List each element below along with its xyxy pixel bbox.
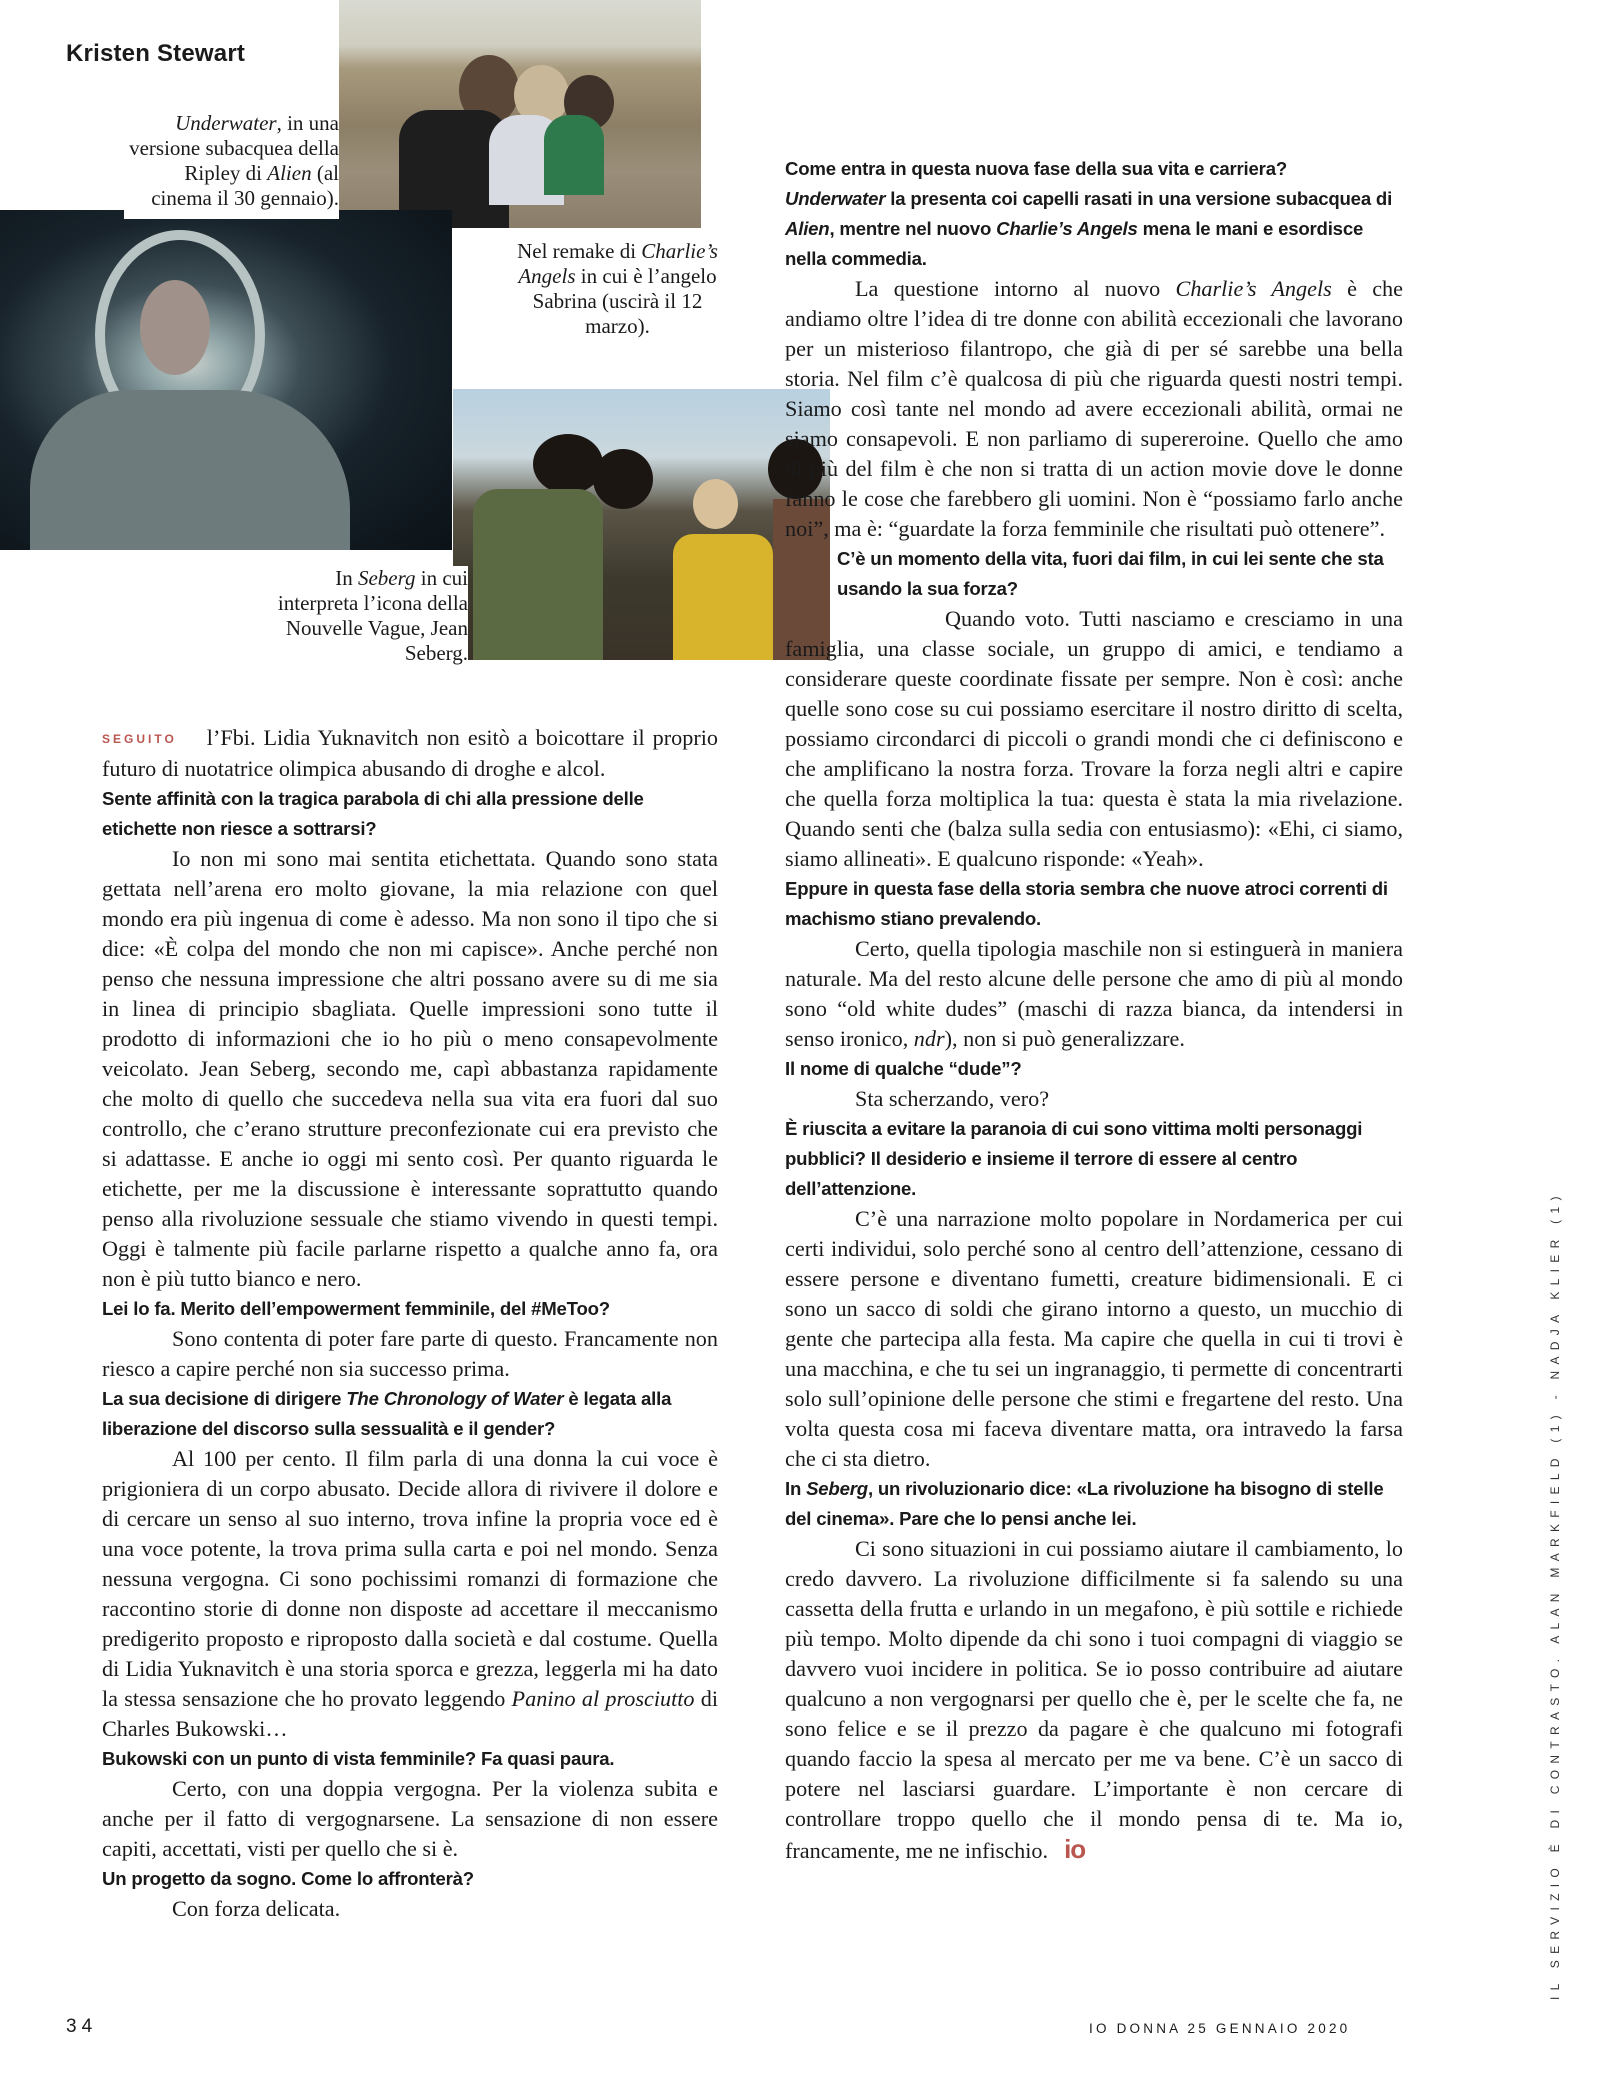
question-italic: The Chronology of Water <box>346 1388 564 1409</box>
caption-text: in cui è l’angelo Sabrina (uscirà il 12 marzo). <box>532 264 717 338</box>
interview-answer <box>102 1444 718 1744</box>
answer-text: Ci sono situazioni in cui possiamo aiutare il cambiamento, lo credo davvero. La rivoluzione difficilmente si fa salendo su una cassetta della frutta e urlando in un megafono, è più sottile e richiede più tempo. Molto dipende da chi sono i tuoi compagni di viaggio se davvero vuoi incidere in politica. Se io posso contribuire ad aiutare qualcuno a non vergognarsi per quello che è, per le scelte che fa, ne sono felice e se il prezzo da pagare è che qualcuno mi fotografi quando faccio la spesa al mercato per me va bene. C’è un sacco di potere nel lasciarsi guardare. L’importante è non cercare di controllare troppo quello che il mondo pensa di te. Ma io, francamente, me ne infischio. <box>785 1536 1403 1863</box>
caption-italic: Alien <box>267 161 312 185</box>
answer-text: ), non si può generalizzare. <box>944 1026 1185 1051</box>
figure-head <box>593 449 653 509</box>
figure-head <box>533 434 603 494</box>
answer-italic: Panino al prosciutto <box>511 1686 695 1711</box>
caption-italic: Charlie’s Angels <box>518 239 718 288</box>
interview-answer: Sta scherzando, vero? <box>855 1086 1050 1111</box>
running-head: Kristen Stewart <box>66 40 246 67</box>
caption-italic: Underwater <box>175 111 277 135</box>
interview-question: Come entra in questa nuova fase della sua vita e carriera? <box>785 158 1287 179</box>
seberg-photo <box>453 389 830 660</box>
question-text: La sua decisione di dirigere <box>102 1388 347 1409</box>
charlies-angels-photo <box>339 0 701 228</box>
interview-question: Bukowski con un punto di vista femminile? Fa quasi paura. <box>102 1748 615 1769</box>
answer-text: Al 100 per cento. Il film parla di una donna la cui voce è prigioniera di un corpo abusato. Decide allora di rivivere il dolore e di cercare un senso al suo interno, trova infine la propria voce ed è una voce potente, la trova prima sulla carta e poi nel mondo. Senza nessuna vergogna. Ci sono pochissimi romanzi di formazione che raccontino storie di donne non disposte ad accettare il meccanismo predigerito proposto e riproposto dalla società e dal costume. Quella di Lidia Yuknavitch è una storia sporca e grezza, leggerla mi ha dato la stessa sensazione che ho provato leggendo <box>102 1446 718 1711</box>
paragraph-text: l’Fbi. Lidia Yuknavitch non esitò a boicottare il proprio futuro di nuotatrice olimpica abusando di droghe e alcol. <box>102 725 718 781</box>
article-column-left <box>102 723 718 1924</box>
caption-underwater <box>124 107 339 219</box>
interview-answer <box>785 1534 1403 1866</box>
interview-question <box>785 1474 1403 1534</box>
figure-body <box>544 115 604 195</box>
question-italic: Alien <box>785 218 830 239</box>
answer-italic: Charlie’s Angels <box>1175 276 1332 301</box>
caption-seberg <box>270 566 468 666</box>
interview-answer <box>785 934 1403 1054</box>
yellow-dress <box>673 534 773 660</box>
question-text: la presenta coi capelli rasati in una versione subacquea di <box>885 188 1393 209</box>
interview-question: Lei lo fa. Merito dell’empowerment femminile, del #MeToo? <box>102 1298 610 1319</box>
interview-question: Sente affinità con la tragica parabola di chi alla pressione delle etichette non riesce a sottrarsi? <box>102 788 644 839</box>
paragraph <box>102 723 718 784</box>
interview-question: C’è un momento della vita, fuori dai film, in cui lei sente che sta usando la sua forza? <box>837 548 1384 599</box>
answer-text: è che andiamo oltre l’idea di tre donne con abilità eccezionali che lavorano per un misterioso filantropo, che già di per sé sarebbe una bella storia. Nel film c’è qualcosa di più che riguarda questi nostri tempi. Siamo così tante nel mondo ad avere eccezionali abilità, ormai ne siamo consapevoli. E non parliamo di supereroine. Quello che amo di più del film è che non si tratta di un action movie dove le donne fanno le cose che farebbero gli uomini. Non è “possiamo farlo anche noi”, ma è: “guardate la forza femminile che risultati può ottenere”. <box>785 276 1404 541</box>
face <box>140 280 210 375</box>
article-column-right <box>785 154 1403 1866</box>
question-text: In <box>785 1478 807 1499</box>
caption-text: (al cinema il 30 gennaio). <box>151 161 339 210</box>
photo-credit: IL SERVIZIO È DI CONTRASTO. ALAN MARKFIELD (1) - NADJA KLIER (1) <box>1548 1190 1562 2000</box>
caption-text: in cui interpreta l’icona della Nouvelle Vague, Jean Seberg. <box>277 566 468 665</box>
interview-answer: C’è una narrazione molto popolare in Nordamerica per cui certi individui, solo perché sono al centro dell’attenzione, cessano di essere persone e diventano fumetti, creature bidimensionali. E ci sono un sacco di soldi che girano intorno a questo, un mucchio di gente che partecipa alla festa. Ma capire che quella in cui ti trovi è una macchina, e che tu sei un ingranaggio, ti permette di concentrarti solo sull’opinione delle persone che stimi e fregartene del resto. Una volta questa cosa mi faceva diventare matta, ora intravedo la farsa che ci sta dietro. <box>785 1206 1403 1471</box>
magazine-issue-line: IO DONNA 25 GENNAIO 2020 <box>1089 2021 1351 2036</box>
end-mark-logo: io <box>1064 1834 1086 1864</box>
caption-charlies-angels <box>510 239 725 339</box>
interview-answer: Io non mi sono mai sentita etichettata. Quando sono stata gettata nell’arena ero molto giovane, la mia relazione con quel mondo era più ingenua di come è adesso. Ma non sono il tipo che si dice: «È colpa del mondo che non mi capisce». Anche perché non penso che nessuna impressione che altri possano avere su di me sia in linea di principio sbagliata. Quelle impressioni sono tutte il prodotto di informazioni che io ho più o meno consapevolmente veicolato. Jean Seberg, secondo me, capì abbastanza rapidamente che molto di quello che succedeva nella sua vita era fuori dal suo controllo, che c’erano strutture preconfezionate cui era previsto che si adattasse. E anche io oggi mi sento così. Per quanto riguarda le etichette, per me la discussione è interessante soprattutto quando penso alla rivoluzione sessuale che stiamo vivendo in questi tempi. Oggi è talmente più facile parlarne rispetto a qualche anno fa, ora non è più tutto bianco e nero. <box>102 846 718 1291</box>
figure-head <box>693 479 738 529</box>
interview-question: Eppure in questa fase della storia sembra che nuove atroci correnti di machismo stiano prevalendo. <box>785 878 1388 929</box>
answer-text: La questione intorno al nuovo <box>855 276 1176 301</box>
page-number: 34 <box>66 2016 98 2037</box>
answer-text: di Charles Bukowski… <box>102 1686 718 1741</box>
continued-label: SEGUITO <box>102 732 177 746</box>
interview-answer: Certo, con una doppia vergogna. Per la violenza subita e anche per il fatto di vergognarsene. La sensazione di non essere capiti, accettati, visti per quello che si è. <box>102 1776 718 1861</box>
interview-question <box>785 184 1403 274</box>
question-text: mena le mani e esordisce nella commedia. <box>785 218 1364 269</box>
question-italic: Charlie’s Angels <box>996 218 1138 239</box>
caption-text: , in una versione subacquea della Ripley di <box>129 111 339 185</box>
interview-answer: Con forza delicata. <box>172 1896 341 1921</box>
question-italic: Underwater <box>785 188 886 209</box>
interview-question: È riuscita a evitare la paranoia di cui sono vittima molti personaggi pubblici? Il desiderio e insieme il terrore di essere al centro dell’attenzione. <box>785 1118 1363 1199</box>
interview-question <box>102 1384 718 1444</box>
question-text: , mentre nel nuovo <box>829 218 997 239</box>
caption-italic: Seberg <box>357 566 416 590</box>
answer-text: Certo, quella tipologia maschile non si estinguerà in maniera naturale. Ma del resto alcune delle persone che amo di più al mondo sono “old white dudes” (maschi di razza bianca, da intendersi in senso ironico, <box>785 936 1403 1051</box>
interview-question: Un progetto da sogno. Come lo affronterà? <box>102 1868 474 1889</box>
underwater-photo <box>0 210 452 550</box>
caption-text: In <box>335 566 358 590</box>
interview-answer <box>785 274 1403 544</box>
interview-question: Il nome di qualche “dude”? <box>785 1058 1022 1079</box>
suit <box>30 390 350 550</box>
question-text: è legata alla liberazione del discorso sulla sessualità e il gender? <box>102 1388 672 1439</box>
interview-answer: Quando voto. Tutti nasciamo e cresciamo in una famiglia, una classe sociale, un gruppo di amici, e tendiamo a considerare queste coordinate fissate per sempre. Non è così: anche quelle sono cose su cui possiamo esercitare il nostro diritto di scelta, possiamo circondarci di piccoli o grandi mondi che ci definiscono e che amplificano la nostra forza. Trovare la forza negli altri e capire che quella forza moltiplica la tua: questa è stata la mia rivelazione. Quando senti che (balza sulla sedia con entusiasmo): «Ehi, ci siamo, siamo allineati». E qualcuno risponde: «Yeah». <box>785 606 1403 871</box>
figure-body <box>473 489 603 660</box>
interview-answer: Sono contenta di poter fare parte di questo. Francamente non riesco a capire perché non sia successo prima. <box>102 1326 718 1381</box>
answer-italic: ndr <box>913 1026 945 1051</box>
question-italic: Seberg <box>806 1478 868 1499</box>
question-text: , un rivoluzionario dice: «La rivoluzione ha bisogno di stelle del cinema». Pare che lo pensi anche lei. <box>785 1478 1384 1529</box>
caption-text: Nel remake di <box>517 239 642 263</box>
